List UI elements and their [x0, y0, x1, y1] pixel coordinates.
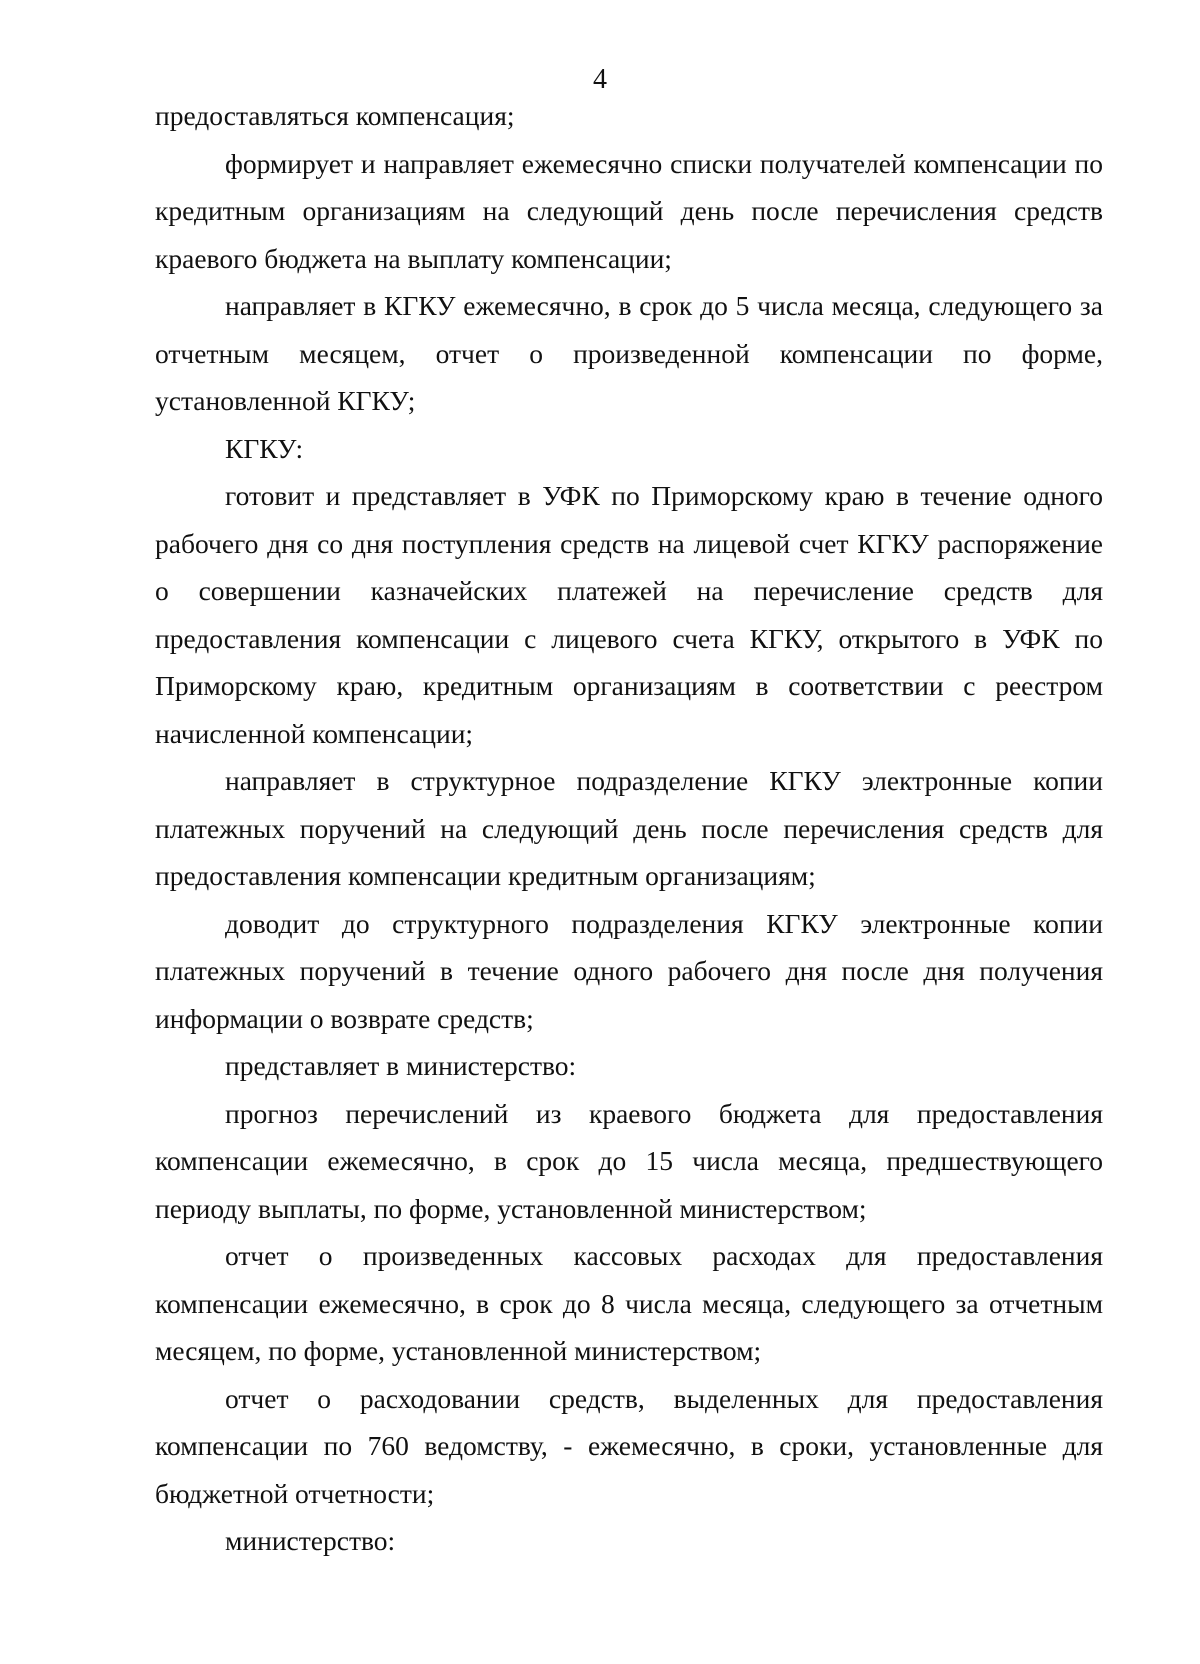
- section-heading: министерство:: [225, 1525, 396, 1556]
- paragraph: направляет в КГКУ ежемесячно, в срок до 5 числа месяца, следующего за отчетным месяцем, отчет о произведенной компенсации по форме, установленной КГКУ;: [155, 290, 1103, 416]
- paragraph: предоставляться компенсация;: [155, 100, 515, 131]
- paragraph: готовит и представляет в УФК по Приморскому краю в течение одного рабочего дня со дня поступления средств на лицевой счет КГКУ распоряжение о совершении казначейских платежей на перечисление средств для предоставления компенсации с лицевого счета КГКУ, открытого в УФК по Приморскому краю, кредитным организациям в соответствии с реестром начисленной компенсации;: [155, 480, 1103, 749]
- paragraph: формирует и направляет ежемесячно списки получателей компенсации по кредитным организациям на следующий день после перечисления средств краевого бюджета на выплату компенсации;: [155, 147, 1103, 274]
- section-heading: КГКУ:: [225, 432, 304, 464]
- paragraph: доводит до структурного подразделения КГКУ электронные копии платежных поручений в течение одного рабочего дня после дня получения информации о возврате средств;: [155, 907, 1103, 1034]
- page-number: 4: [593, 64, 607, 95]
- paragraph: прогноз перечислений из краевого бюджета для предоставления компенсации ежемесячно, в срок до 15 числа месяца, предшествующего периоду выплаты, по форме, установленной министерством;: [155, 1097, 1103, 1224]
- paragraph: отчет о произведенных кассовых расходах для предоставления компенсации ежемесячно, в срок до 8 числа месяца, следующего за отчетным месяцем, по форме, установленной министерством;: [155, 1240, 1103, 1366]
- document-body: [155, 92, 1103, 1565]
- paragraph: направляет в структурное подразделение КГКУ электронные копии платежных поручений на следующий день после перечисления средств для предоставления компенсации кредитным организациям;: [155, 765, 1103, 891]
- paragraph: отчет о расходовании средств, выделенных для предоставления компенсации по 760 ведомству, - ежемесячно, в сроки, установленные для бюджетной отчетности;: [155, 1382, 1103, 1509]
- paragraph: представляет в министерство:: [225, 1050, 577, 1081]
